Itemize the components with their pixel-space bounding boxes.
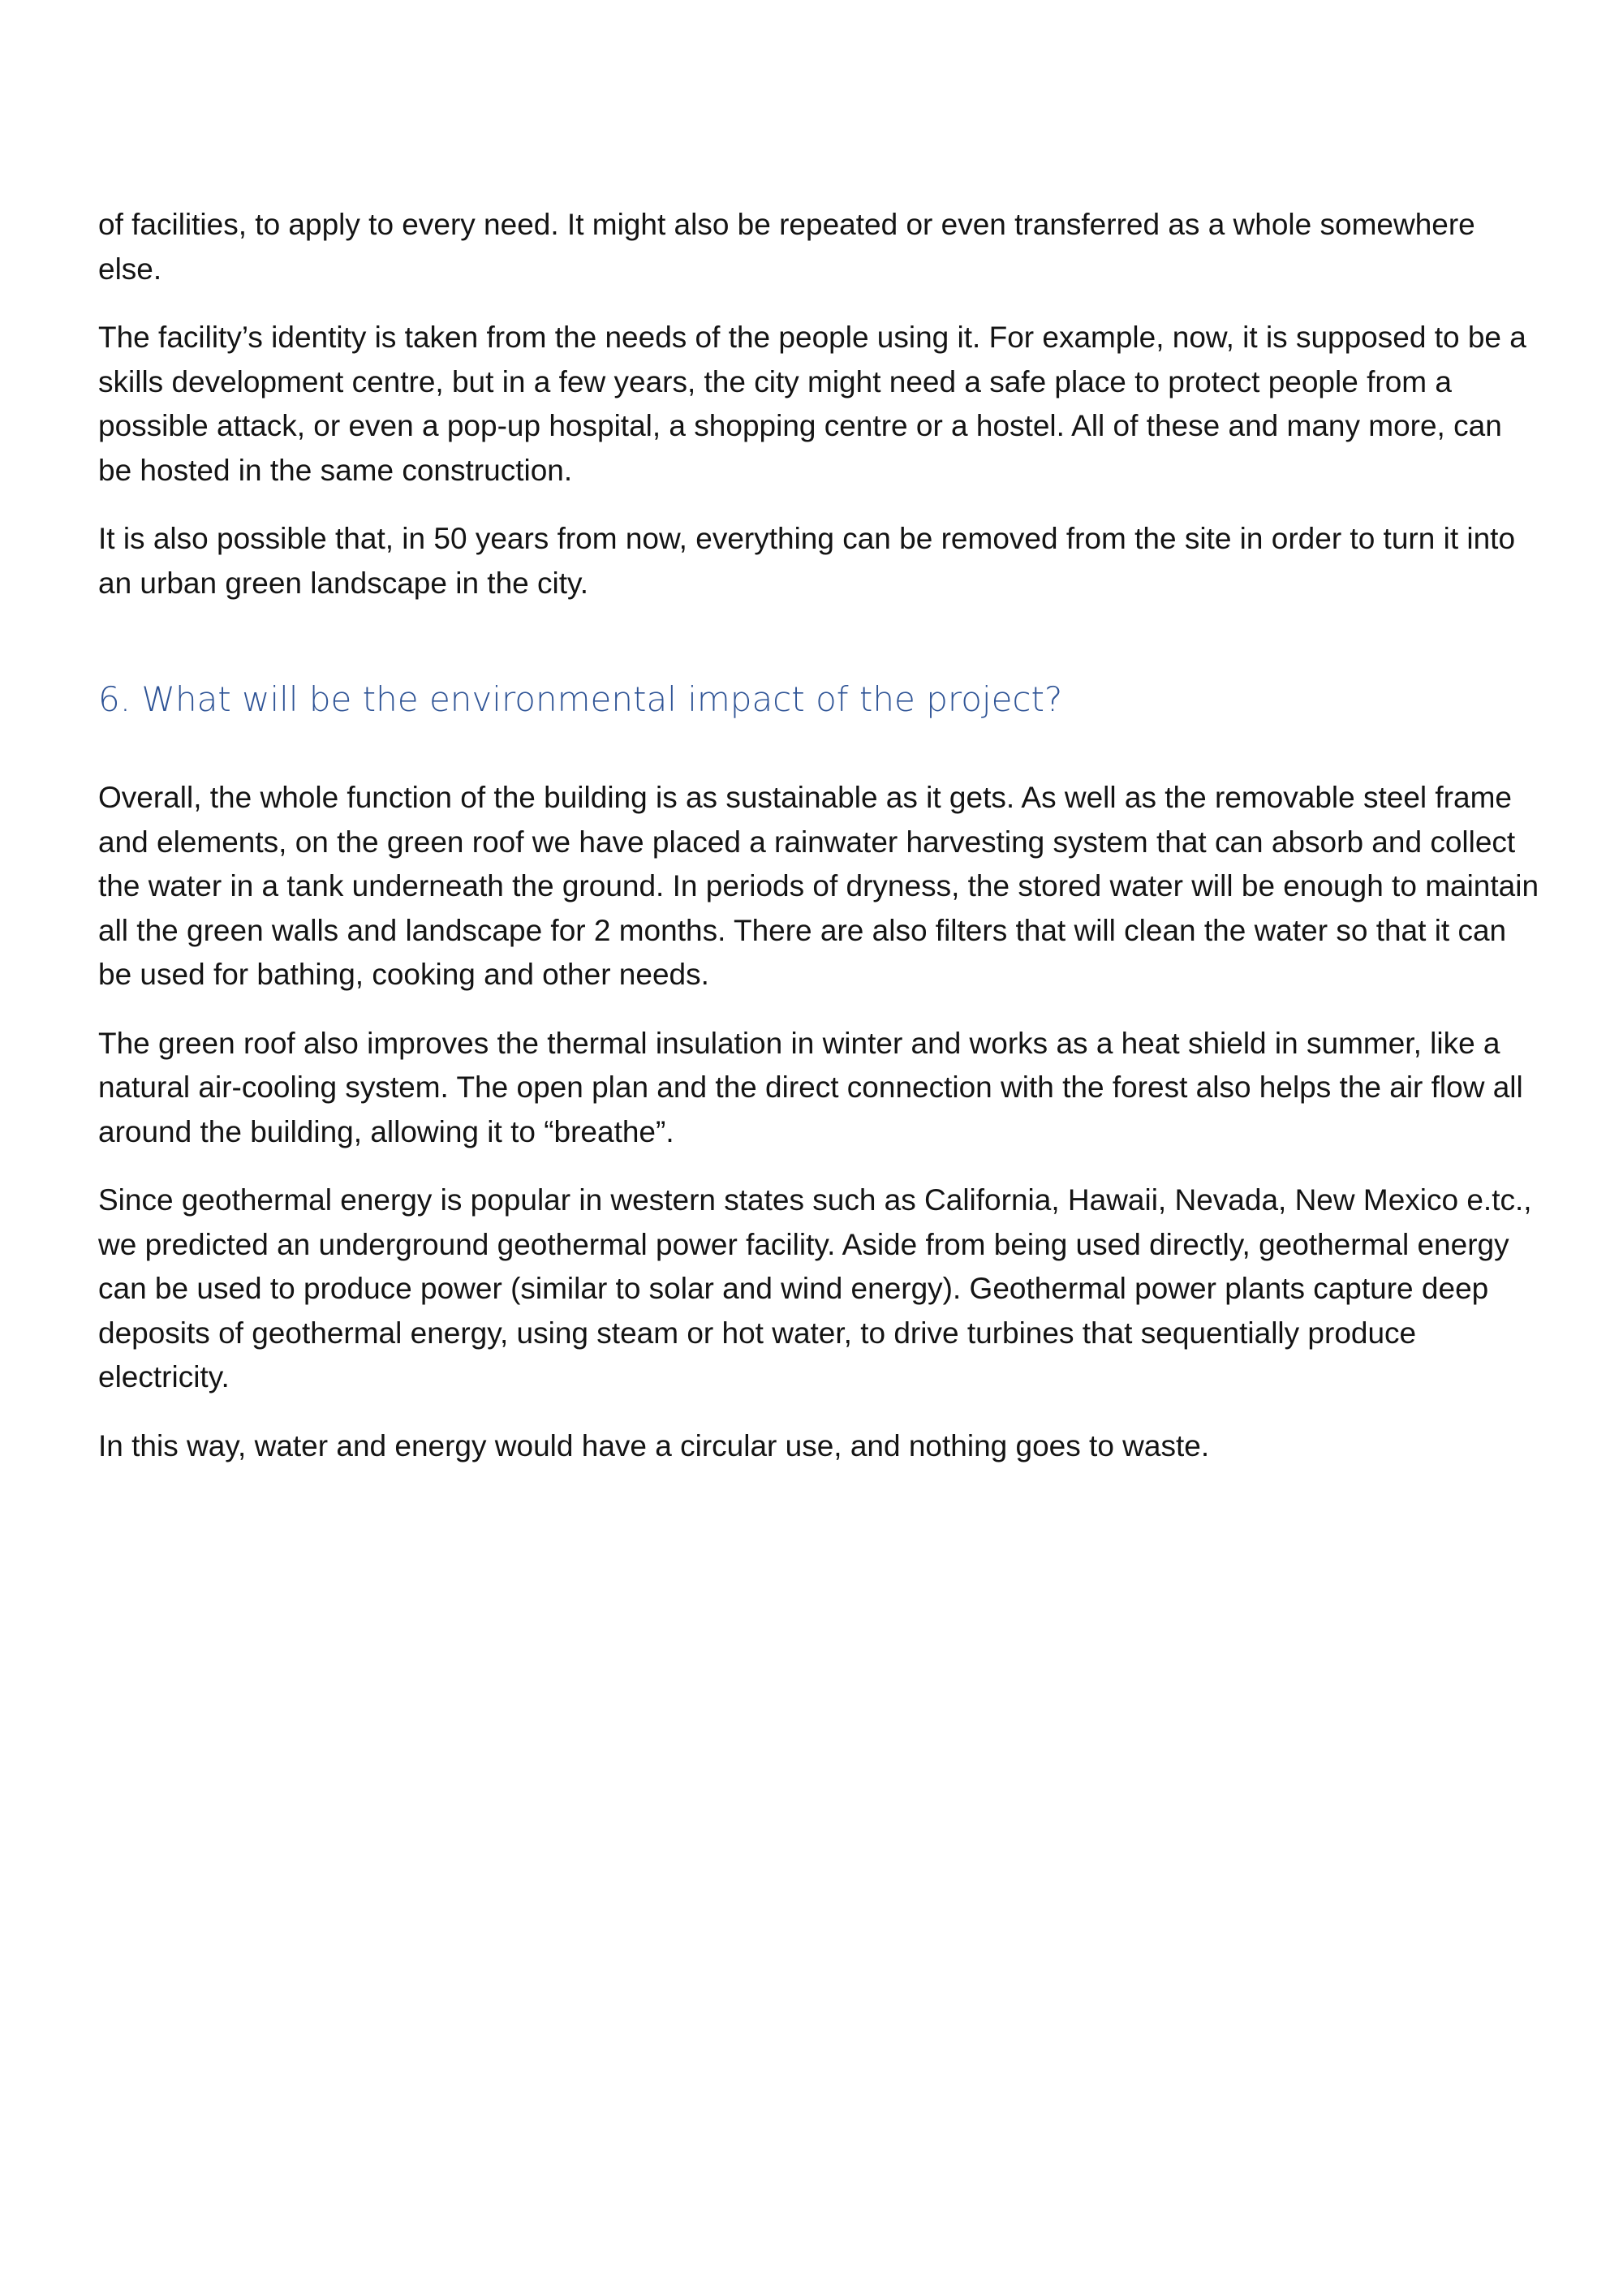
intro-section xyxy=(98,203,1543,605)
section-paragraph-1: Overall, the whole function of the building is as sustainable as it gets. As well as the removable steel frame and elements, on the green roof we have placed a rainwater harvesting system that can absorb and collect the water in a tank underneath the ground. In periods of dryness, the stored water will be enough to maintain all the green walls and landscape for 2 months. There are also filters that will clean the water so that it can be used for bathing, cooking and other needs. xyxy=(98,781,1539,991)
section-heading-wrap xyxy=(98,677,1543,722)
section-paragraph-3: Since geothermal energy is popular in western states such as California, Hawaii, Nevada, New Mexico e.tc., we predicted an underground geothermal power facility. Aside from being used directly, geothermal energy can be used to produce power (similar to solar and wind energy). Geothermal power plants capture deep deposits of geothermal energy, using steam or hot water, to drive turbines that sequentially produce electricity. xyxy=(98,1183,1532,1394)
section-heading: 6. What will be the environmental impact of the project? xyxy=(98,679,1063,719)
intro-paragraph-1: of facilities, to apply to every need. It might also be repeated or even transferred as a whole somewhere else. xyxy=(98,208,1475,286)
intro-paragraph-2: The facility’s identity is taken from the needs of the people using it. For example, now, it is supposed to be a skills development centre, but in a few years, the city might need a safe place to protect people from a possible attack, or even a pop-up hospital, a shopping centre or a hostel. All of these and many more, can be hosted in the same construction. xyxy=(98,321,1526,487)
section-paragraph-2: The green roof also improves the thermal insulation in winter and works as a heat shield in summer, like a natural air-cooling system. The open plan and the direct connection with the forest also helps the air flow all around the building, allowing it to “breathe”. xyxy=(98,1026,1523,1148)
section-paragraph-4: In this way, water and energy would have a circular use, and nothing goes to waste. xyxy=(98,1428,1210,1462)
document-page xyxy=(98,203,1543,1468)
environmental-impact-section xyxy=(98,776,1543,1468)
intro-paragraph-3: It is also possible that, in 50 years from now, everything can be removed from the site in order to turn it into an urban green landscape in the city. xyxy=(98,522,1516,600)
